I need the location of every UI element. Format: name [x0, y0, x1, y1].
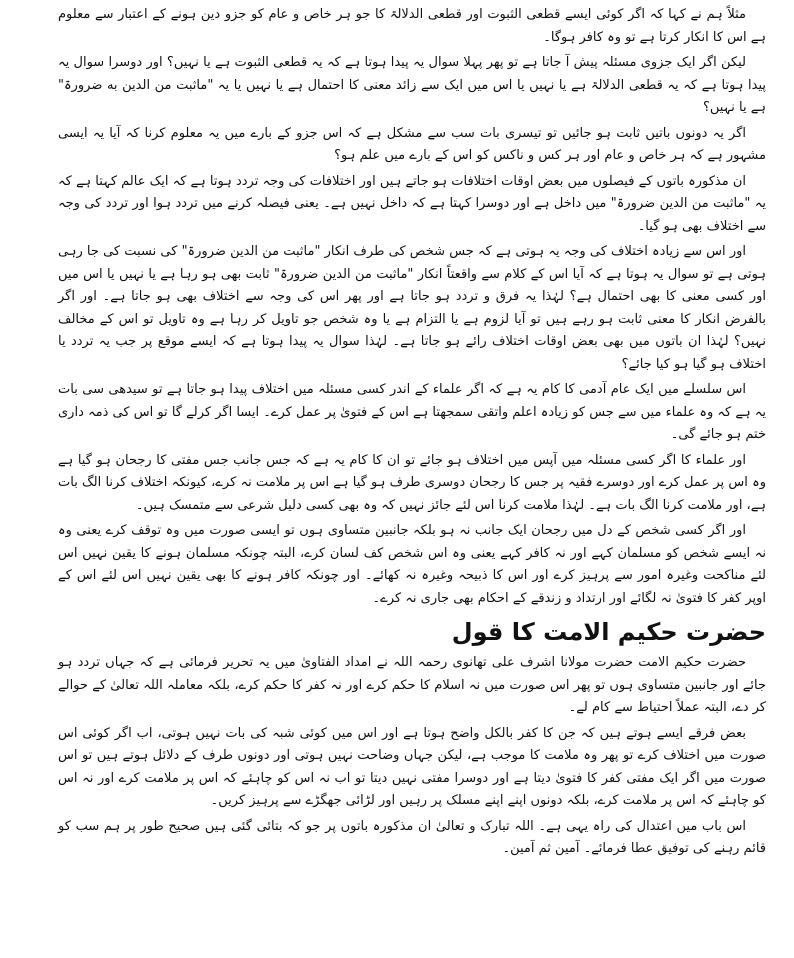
paragraph: لیکن اگر ایک جزوی مسئلہ پیش آ جاتا ہے تو پھر پہلا سوال یہ پیدا ہوتا ہے کہ یہ قطعی الثبوت ہے یا نہیں؟ اور دوسرا سوال یہ پیدا ہوتا ہے کہ یہ قطعی الدلالۃ ہے یا نہیں یا اس میں ایک سے زائد معنی کا احتمال ہے یا نہیں یا یہ "ماثبت من الدین به ضرورۃ" ہے یا نہیں؟: [58, 55, 766, 115]
section-heading: حضرت حکیم الامت کا قول: [451, 618, 766, 646]
paragraph: اور علماء کا اگر کسی مسئلہ میں آپس میں اختلاف ہو جائے تو ان کا کام یہ ہے کہ جس جانب جس مفتی کا رجحان ہو گیا ہے وہ اس پر عمل کرے اور دوسرے فقیہ پر جس کا رجحان دوسری طرف ہو گیا ہے اس پر ملامت نہ کرے، کیونکہ اختلاف کرنا الگ بات ہے، اور ملامت کرنا الگ بات ہے۔ لہٰذا ملامت کرنا اس لئے جائز نہیں کہ وہ بھی کسی دلیل شرعی سے متمسک ہیں۔: [58, 452, 766, 513]
paragraph: حضرت حکیم الامت حضرت مولانا اشرف علی تھانوی رحمہ اللہ نے امداد الفتاویٰ میں یہ تحریر فرمائی ہے کہ جہاں تردد ہو جائے اور جانبین متساوی ہوں تو پھر اس صورت میں نہ اسلام کا حکم کرے اور نہ کفر کا حکم کرے، بلکہ معاملہ اللہ تعالیٰ کے حوالے کر دے، البتہ عملاً احتیاط سے کام لے۔: [58, 655, 766, 715]
paragraph: مثلاً ہم نے کہا کہ اگر کوئی ایسے قطعی الثبوت اور قطعی الدلالۃ کا جو ہر خاص و عام کو جزو دین ہونے کے اعتبار سے معلوم ہے اس کا انکار کرتا ہے تو وہ کافر ہوگا۔: [58, 7, 766, 45]
paragraph: اگر یہ دونوں باتیں ثابت ہو جائیں تو تیسری بات سب سے مشکل ہے کہ اس جزو کے بارے میں یہ معلوم کرنا کہ آیا یہ ایسی مشہور ہے کہ ہر خاص و عام اور ہر کس و ناکس کو اس کے بارے میں علم ہو؟: [58, 125, 766, 163]
paragraph: اس سلسلے میں ایک عام آدمی کا کام یہ ہے کہ اگر علماء کے اندر کسی مسئلہ میں اختلاف پیدا ہو جاتا ہے تو سیدھی سی بات یہ ہے کہ وہ علماء میں سے جس کو زیادہ اعلم واتقی سمجھتا ہے اس کے فتویٰ پر عمل کرے۔ ایسا اگر کرلے گا تو اس کی ذمہ داری ختم ہو جائے گی۔: [58, 382, 767, 442]
paragraph: ان مذکورہ باتوں کے فیصلوں میں بعض اوقات اختلافات ہو جاتے ہیں اور اختلافات کی وجہ تردد ہوتا ہے کہ ایک عالم کہتا ہے کہ یہ "ماثبت من الدین ضرورۃ" میں داخل ہے اور دوسرا کہتا ہے کہ داخل نہیں ہے۔ یعنی فیصلہ کرنے میں تردد ہوا اور تردد کی وجہ سے اختلاف بھی ہو گیا۔: [58, 173, 766, 234]
paragraph: اور اگر کسی شخص کے دل میں رجحان ایک جانب نہ ہو بلکہ جانبین متساوی ہوں تو ایسی صورت میں وہ توقف کرے یعنی وہ نہ ایسے شخص کو مسلمان کہے اور نہ کافر کہے یعنی وہ اس شخص کف لسان کرے، البتہ چونکہ مسلمان ہونے کا یقین نہیں اس لئے مناکحت وغیرہ امور سے پرہیز کرے اور اس کا ذبیحہ وغیرہ نہ کھائے۔ اور چونکہ کافر ہونے کا بھی یقین نہیں اس لئے اس کے اوپر کفر کا فتویٰ نہ لگائے اور ارتداد و زندقے کے احکام بھی جاری نہ کرے۔: [58, 523, 766, 606]
paragraph: بعض فرقے ایسے ہوتے ہیں کہ جن کا کفر بالکل واضح ہوتا ہے اور اس میں کوئی شبہ کی بات نہیں ہوتی، اب اگر کوئی اس صورت میں اختلاف کرے تو پھر وہ ملامت کا موجب ہے، لیکن جہاں وضاحت نہیں ہوتی اور دونوں طرف کے دلائل ہوتے ہیں تو اس صورت میں اگر ایک مفتی کفر کا فتویٰ دیتا ہے اور دوسرا مفتی نہیں دیتا تو اب نہ اس کو چاہئے کہ اس پر ملامت کرے اور نہ اس کو چاہئے کہ اس پر ملامت کرے، بلکہ دونوں اپنے اپنے مسلک پر رہیں اور لڑائی جھگڑے سے پرہیز کریں۔: [58, 725, 766, 808]
paragraph: اس باب میں اعتدال کی راہ یہی ہے۔ اللہ تبارک و تعالیٰ ان مذکورہ باتوں پر جو کہ بتائی گئی ہیں صحیح طور پر ہم سب کو قائم رہنے کی توفیق عطا فرمائے۔ آمین ثم آمین۔: [58, 818, 766, 856]
paragraph: اور اس سے زیادہ اختلاف کی وجہ یہ ہوتی ہے کہ جس شخص کی طرف انکار "ماثبت من الدین ضرورۃ" کی نسبت کی جا رہی ہوتی ہے تو سوال یہ ہوتا ہے کہ آیا اس کے کلام سے واقعتاً انکار "ماثبت من الدین ضرورۃ" ثابت بھی ہو رہا ہے یا نہیں یا اس میں اور کسی معنی کا بھی احتمال ہے؟ لہٰذا یہ فرق و تردد ہو جاتا ہے اور پھر اس کی وجہ سے اختلاف بھی ہو جاتا ہے۔ اور اگر بالفرض انکار کا معنی ثابت ہو رہے ہیں تو آیا لزوم ہے یا التزام ہے یا وہ شخص جو تاویل کر رہا ہے وہ تاویل تو اس کے مخالف نہیں؟ لہٰذا ان باتوں میں بھی بعض اوقات اختلاف رائے ہو جاتا ہے۔ لہٰذا سوال یہ پیدا ہوتا ہے کہ ایسے موقع پر جب یہ تردد یا اختلاف ہو گیا ہو کیا جائے؟: [58, 244, 766, 372]
